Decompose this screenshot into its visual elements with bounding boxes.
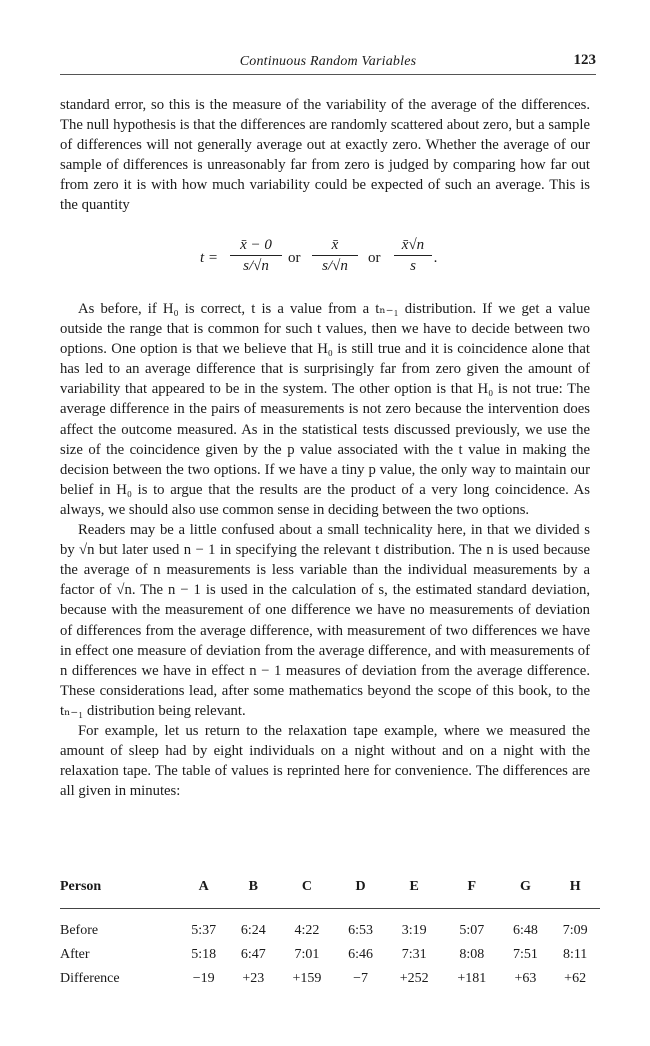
table-cell: +181 xyxy=(457,971,487,986)
column-header: H xyxy=(550,876,600,909)
table-cell: 8:08 xyxy=(459,947,485,962)
equation-period: . xyxy=(434,250,438,266)
fraction-bar xyxy=(312,255,358,256)
table-cell: +159 xyxy=(292,971,322,986)
table-cell: −19 xyxy=(192,971,215,986)
column-header: Person xyxy=(60,876,179,909)
sleep-times-table xyxy=(60,876,600,991)
table-cell: +62 xyxy=(564,971,587,986)
fraction-bar xyxy=(394,255,432,256)
table-cell: 7:09 xyxy=(562,923,588,938)
equation-fraction-3 xyxy=(394,236,432,275)
fraction-denominator: s/√n xyxy=(322,258,348,274)
column-header: C xyxy=(278,876,336,909)
table-header-row xyxy=(60,876,600,909)
row-label: Difference xyxy=(60,971,120,986)
row-label: After xyxy=(60,947,90,962)
table-cell: 5:37 xyxy=(191,923,217,938)
paragraph: As before, if H₀ is correct, t is a value from a tₙ₋₁ distribution. If we get a value outside the range that is common for such t values, then we have to decide between two options. One option is that we believe that H₀ is still true and it is coincidence alone that has led to an average difference that is surprisingly far from zero given the amount of variability that appeared to be in the system. The other option is that H₀ is not true: The average difference in the pairs of measurements is not zero because the intervention does affect the outcome measured. As in the statistical tests discussed previously, we use the size of the coincidence given by the p value associated with the t value in making the decision between the two options. If we have a tiny p value, the only way to maintain our belief in H₀ is to argue that the results are the product of a very long coincidence. As always, we should also use common sense in deciding between the two options. xyxy=(60,301,590,518)
table-cell: 6:53 xyxy=(348,923,373,938)
paragraph: standard error, so this is the measure of the variability of the average of the differences. The null hypothesis is that the differences are randomly scattered about zero, but a sample of differences will not generally average out at exactly zero. Whether the average of our sample of differences is unreasonably far from zero is judged by comparing how far out from zero it is with how much variability could be expected of such an average. This is the quantity xyxy=(60,97,590,214)
equation-lhs: t = xyxy=(200,250,219,266)
table-cell: 7:51 xyxy=(513,947,538,962)
equation-fraction-2 xyxy=(312,236,358,275)
body-paragraphs xyxy=(60,299,590,801)
column-header: B xyxy=(228,876,278,909)
equation-or: or xyxy=(368,250,381,266)
fraction-denominator: s xyxy=(410,258,416,274)
page-number: 123 xyxy=(573,52,596,68)
paragraph: For example, let us return to the relaxation tape example, where we measured the amount of sleep had by eight individuals on a night without and on a night with the relaxation tape. The table of values is reprinted here for convenience. The differences are all given in minutes: xyxy=(60,722,590,800)
paragraph: Readers may be a little confused about a small technicality here, in that we divided s by √n but later used n − 1 in specifying the relevant t distribution. The n is used because the average of n measurements is less variable than the individual measurements by a factor of √n. The n − 1 is used in the calculation of s, the estimated standard deviation, because with the measurement of one difference we have no measurements of deviation of differences from the average difference, with measurement of two differences we have in effect one measure of deviation from the average difference, and with measurements of n differences we have in effect n − 1 measures of deviation from the average difference. These considerations lead, after some mathematics beyond the scope of this book, to the tₙ₋₁ distribution being relevant. xyxy=(60,522,590,719)
table-cell: 4:22 xyxy=(294,923,320,938)
table-cell: 6:46 xyxy=(348,947,373,962)
fraction-numerator: x̄ xyxy=(331,237,339,253)
table-cell: 6:48 xyxy=(513,923,538,938)
column-header: G xyxy=(501,876,551,909)
table-cell: +63 xyxy=(514,971,537,986)
table-cell: 5:18 xyxy=(191,947,217,962)
table-cell: 5:07 xyxy=(459,923,485,938)
column-header: D xyxy=(336,876,386,909)
table-cell: +252 xyxy=(399,971,429,986)
running-title: Continuous Random Variables xyxy=(239,54,417,69)
fraction-numerator: x̄√n xyxy=(401,237,425,253)
table-cell: 6:47 xyxy=(240,947,266,962)
table-cell: 3:19 xyxy=(401,923,427,938)
table-cell: 7:31 xyxy=(401,947,427,962)
fraction-numerator: x̄ − 0 xyxy=(240,237,272,253)
table-cell: +23 xyxy=(242,971,265,986)
body-paragraph-1 xyxy=(60,95,590,216)
column-header: F xyxy=(443,876,501,909)
page-header xyxy=(60,52,596,75)
table-cell: 7:01 xyxy=(294,947,320,962)
column-header: E xyxy=(385,876,443,909)
equation-or: or xyxy=(288,250,301,266)
column-header: A xyxy=(179,876,229,909)
fraction-denominator: s/√n xyxy=(243,258,269,274)
table-cell: −7 xyxy=(353,971,368,986)
table-row xyxy=(60,909,600,944)
table-cell: 8:11 xyxy=(562,947,588,962)
fraction-bar xyxy=(230,255,282,256)
table-cell: 6:24 xyxy=(240,923,266,938)
row-label: Before xyxy=(60,923,99,938)
table-row xyxy=(60,967,600,991)
table-row xyxy=(60,943,600,967)
t-statistic-equation xyxy=(200,236,620,286)
equation-fraction-1 xyxy=(230,236,282,275)
